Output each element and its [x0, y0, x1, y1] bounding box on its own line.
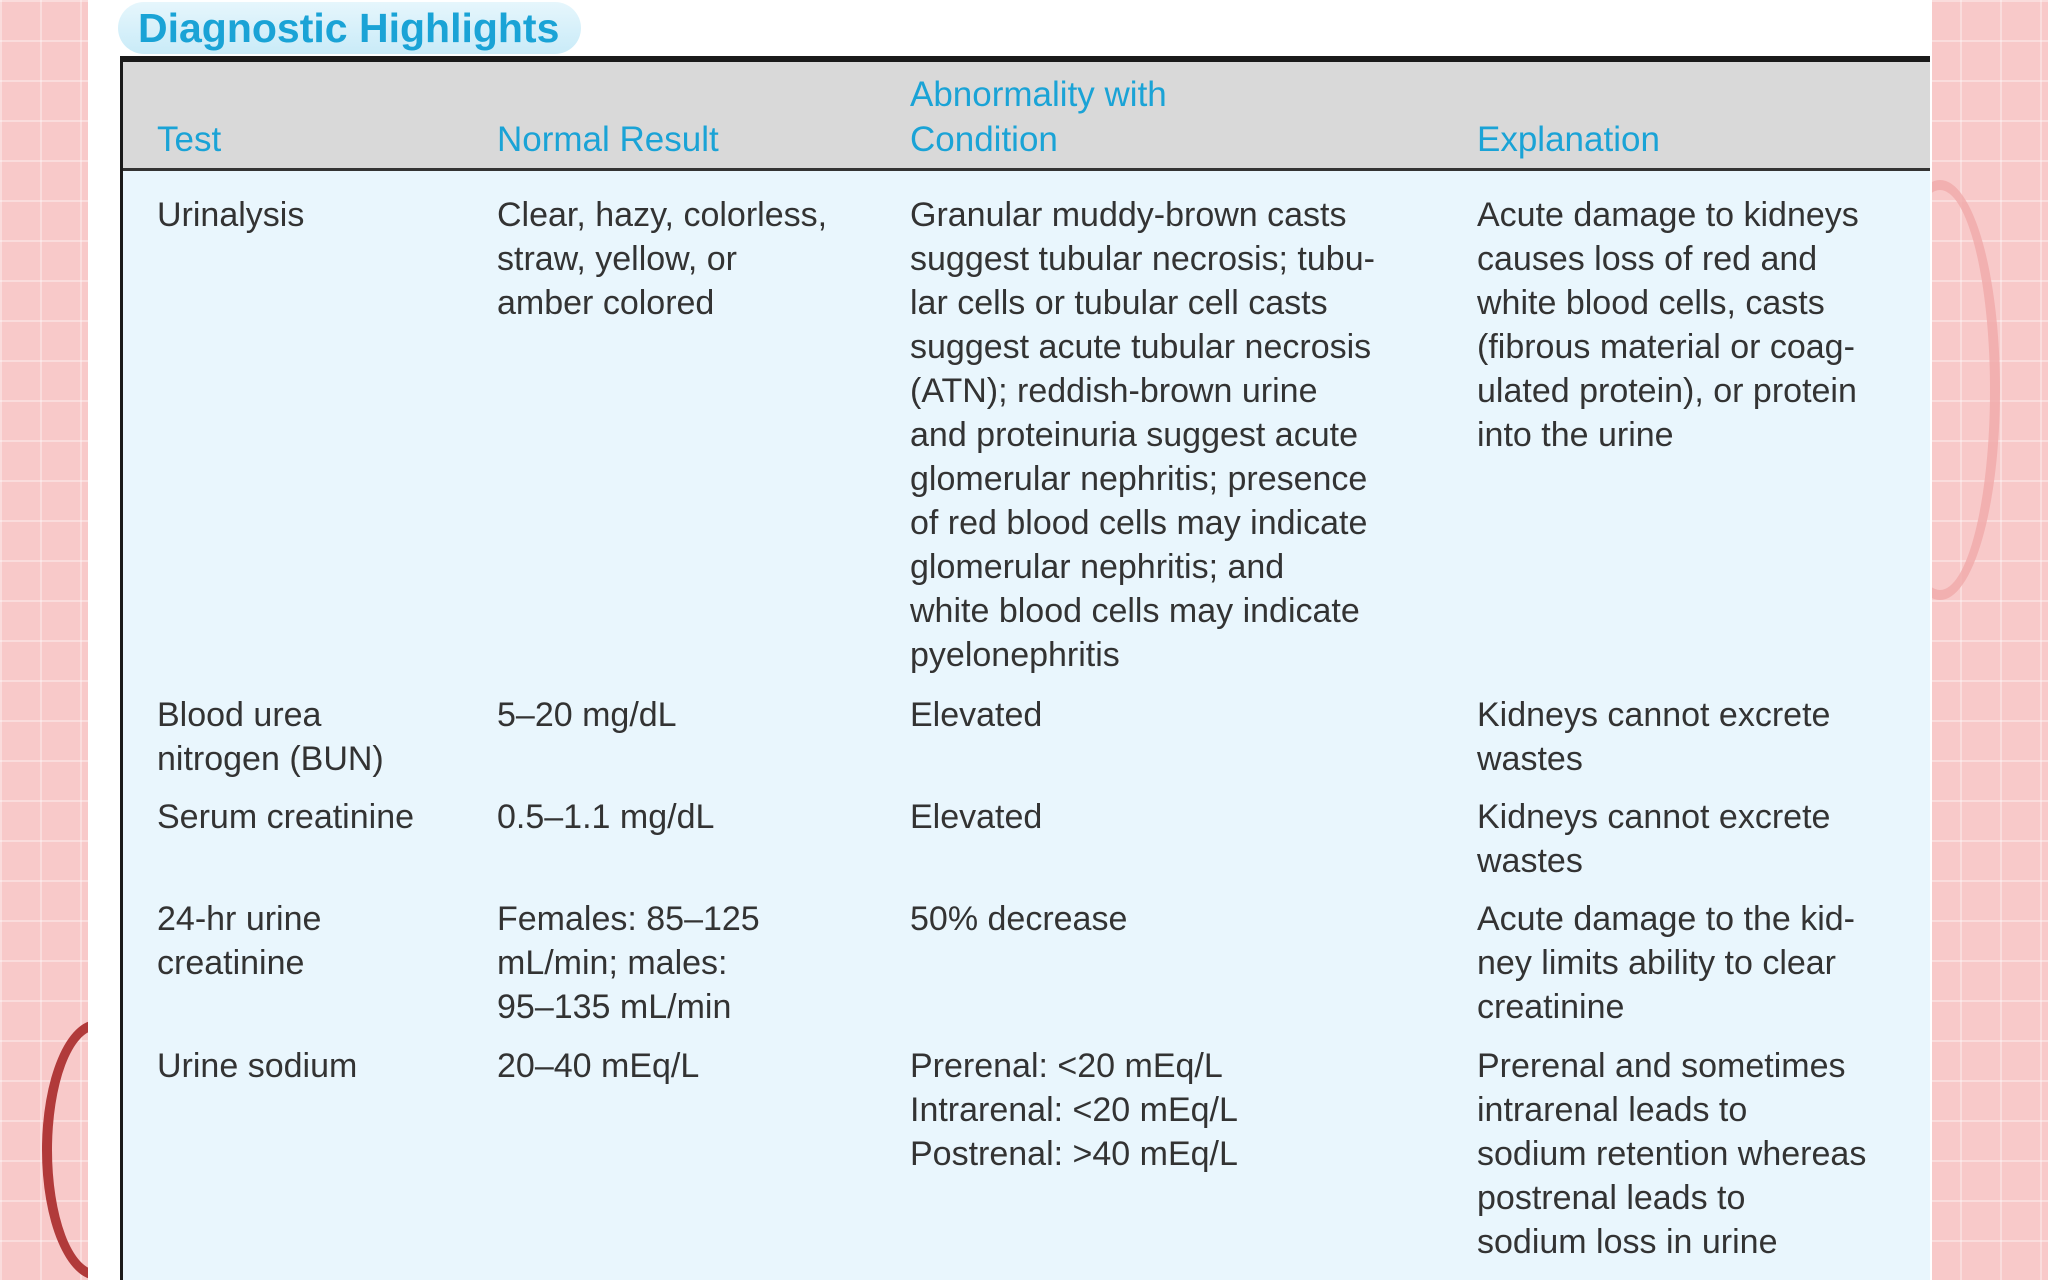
table-header: [123, 62, 1930, 171]
diagnostic-table: [120, 56, 1930, 1280]
cell-test: Blood urea nitrogen (BUN): [157, 696, 384, 778]
cell-abnormality: Elevated: [910, 696, 1043, 734]
column-header-explanation: Explanation: [1477, 120, 1660, 159]
cell-test: Urinalysis: [157, 196, 305, 234]
cell-normal-result: 5–20 mg/dL: [497, 696, 677, 734]
section-heading: Diagnostic Highlights: [118, 2, 581, 54]
cell-abnormality: Prerenal: <20 mEq/L Intrarenal: <20 mEq/L Postrenal: >40 mEq/L: [910, 1047, 1238, 1173]
cell-abnormality: Granular muddy-brown casts suggest tubular necrosis; tubu- lar cells or tubular cell casts suggest acute tubular necrosis (ATN); reddish-brown urine and proteinuria suggest acute glomerular nephritis; presence of red blood cells may indicate glomerular nephritis; and white blood cells may indicate pyelonephritis: [910, 196, 1375, 674]
cell-abnormality: Elevated: [910, 798, 1043, 836]
cell-normal-result: Clear, hazy, colorless, straw, yellow, or amber colored: [497, 196, 828, 322]
cell-normal-result: 20–40 mEq/L: [497, 1047, 700, 1085]
column-header-abnormality: Abnormality with Condition: [910, 75, 1167, 159]
document-page: [88, 0, 1932, 1280]
cell-normal-result: Females: 85–125 mL/min; males: 95–135 mL/min: [497, 900, 760, 1026]
cell-normal-result: 0.5–1.1 mg/dL: [497, 798, 715, 836]
cell-explanation: Acute damage to kidneys causes loss of red and white blood cells, casts (fibrous material or coag- ulated protein), or protein into the urine: [1477, 196, 1859, 454]
column-header-normal-result: Normal Result: [497, 120, 719, 159]
cell-abnormality: 50% decrease: [910, 900, 1128, 938]
cell-test: 24-hr urine creatinine: [157, 900, 322, 982]
cell-test: Urine sodium: [157, 1047, 358, 1085]
cell-test: Serum creatinine: [157, 798, 415, 836]
cell-explanation: Prerenal and sometimes intrarenal leads to sodium retention whereas postrenal leads to sodium loss in urine: [1477, 1047, 1867, 1261]
cell-explanation: Kidneys cannot excrete wastes: [1477, 696, 1831, 778]
cell-explanation: Kidneys cannot excrete wastes: [1477, 798, 1831, 880]
cell-explanation: Acute damage to the kid- ney limits ability to clear creatinine: [1477, 900, 1856, 1026]
column-header-test: Test: [157, 120, 222, 159]
